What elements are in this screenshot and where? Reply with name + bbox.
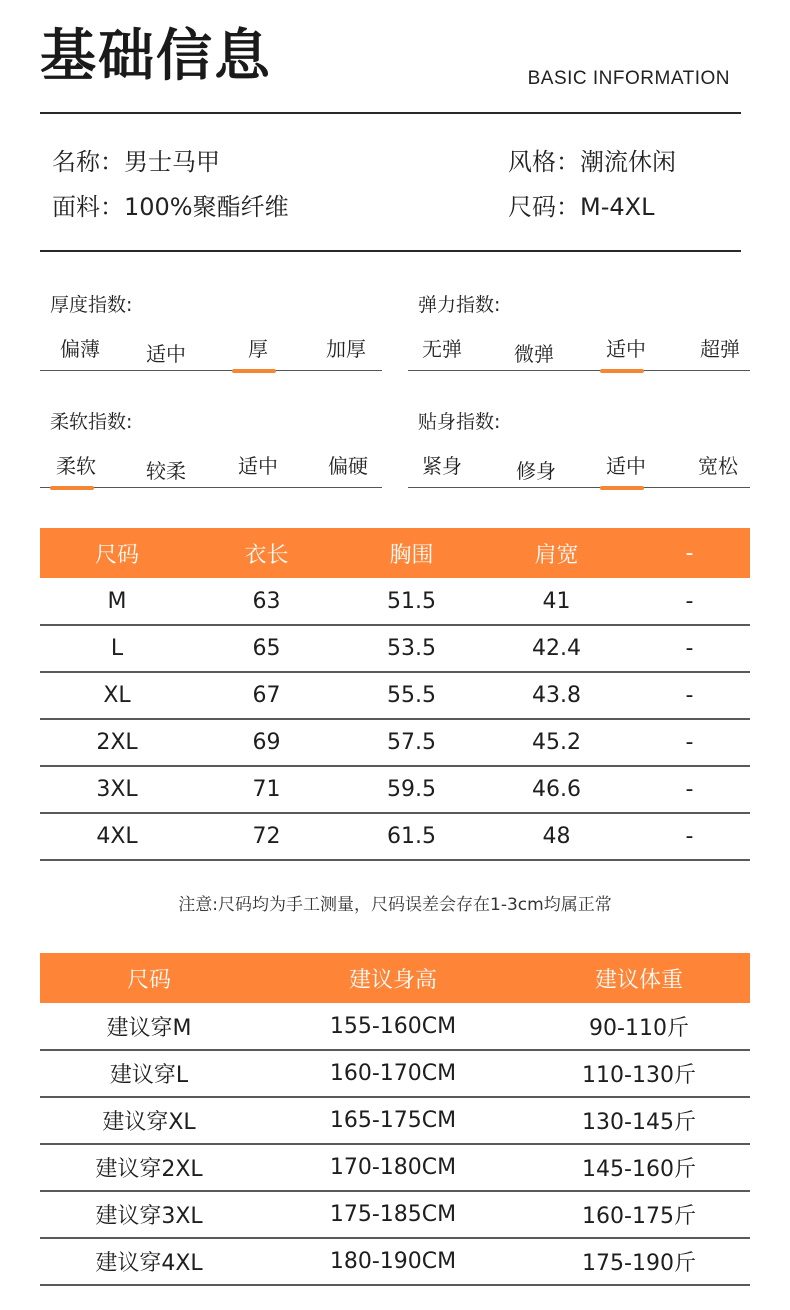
rating-option: 无弹 xyxy=(422,337,462,361)
table-cell: 110-130斤 xyxy=(528,1050,750,1097)
column-header: 衣长 xyxy=(194,528,339,578)
thickness-rating-title: 厚度指数: xyxy=(50,294,133,316)
table-cell: 建议穿M xyxy=(40,1003,258,1050)
page-title: 基础信息 xyxy=(40,24,272,89)
fit-rating xyxy=(408,407,750,517)
table-cell: M xyxy=(40,578,194,625)
table-cell: 建议穿XL xyxy=(40,1097,258,1144)
column-header: - xyxy=(629,528,750,578)
table-cell: 155-160CM xyxy=(258,1003,528,1050)
table-cell: - xyxy=(629,578,750,625)
table-cell: - xyxy=(629,813,750,860)
table-cell: - xyxy=(629,766,750,813)
column-header: 建议体重 xyxy=(528,953,750,1003)
table-row xyxy=(40,672,750,719)
column-header: 尺码 xyxy=(40,528,194,578)
table-row xyxy=(40,719,750,766)
column-header: 肩宽 xyxy=(484,528,629,578)
page-subtitle: BASIC INFORMATION xyxy=(527,68,730,89)
table-cell: 61.5 xyxy=(339,813,484,860)
table-row xyxy=(40,1097,750,1144)
table-cell: 160-170CM xyxy=(258,1050,528,1097)
table-row xyxy=(40,813,750,860)
table-cell: - xyxy=(629,719,750,766)
recommend-table-header xyxy=(40,953,750,1003)
table-row xyxy=(40,1050,750,1097)
table-cell: L xyxy=(40,625,194,672)
table-cell: 71 xyxy=(194,766,339,813)
table-cell: 42.4 xyxy=(484,625,629,672)
table-cell: 145-160斤 xyxy=(528,1144,750,1191)
table-cell: 65 xyxy=(194,625,339,672)
info-style xyxy=(508,146,676,178)
table-cell: 建议穿L xyxy=(40,1050,258,1097)
table-cell: 4XL xyxy=(40,813,194,860)
table-cell: 180-190CM xyxy=(258,1238,528,1285)
column-header: 建议身高 xyxy=(258,953,528,1003)
table-cell: 建议穿4XL xyxy=(40,1238,258,1285)
table-cell: XL xyxy=(40,672,194,719)
table-cell: 90-110斤 xyxy=(528,1003,750,1050)
table-row xyxy=(40,625,750,672)
info-fabric-value: 100%聚酯纤维 xyxy=(124,193,289,221)
rating-option: 偏薄 xyxy=(60,337,100,361)
table-cell: 67 xyxy=(194,672,339,719)
table-cell: 46.6 xyxy=(484,766,629,813)
table-cell: 69 xyxy=(194,719,339,766)
table-cell: 53.5 xyxy=(339,625,484,672)
recommend-table xyxy=(40,953,750,1286)
table-row xyxy=(40,766,750,813)
table-cell: 63 xyxy=(194,578,339,625)
table-cell: 59.5 xyxy=(339,766,484,813)
rating-option-selected: 厚 xyxy=(218,335,298,363)
table-row xyxy=(40,1238,750,1285)
rating-option: 紧身 xyxy=(422,454,462,478)
rating-option: 较柔 xyxy=(146,459,186,483)
info-style-value: 潮流休闲 xyxy=(580,148,676,176)
rating-option: 加厚 xyxy=(326,337,366,361)
thickness-rating-options xyxy=(40,335,382,371)
table-cell: 165-175CM xyxy=(258,1097,528,1144)
info-fabric-label: 面料： xyxy=(52,193,124,221)
table-cell: 57.5 xyxy=(339,719,484,766)
elasticity-rating-options xyxy=(408,335,750,371)
elasticity-rating-title: 弹力指数: xyxy=(418,294,501,316)
rating-option: 偏硬 xyxy=(328,454,368,478)
softness-rating xyxy=(40,407,382,517)
info-name xyxy=(52,146,220,178)
table-row xyxy=(40,1191,750,1238)
table-cell: 170-180CM xyxy=(258,1144,528,1191)
table-cell: 建议穿2XL xyxy=(40,1144,258,1191)
table-cell: 55.5 xyxy=(339,672,484,719)
rating-option: 修身 xyxy=(516,459,556,483)
fit-rating-title: 贴身指数: xyxy=(418,411,501,433)
table-cell: 72 xyxy=(194,813,339,860)
info-size xyxy=(508,191,654,223)
rating-option: 宽松 xyxy=(698,454,738,478)
softness-rating-title: 柔软指数: xyxy=(50,411,133,433)
column-header: 胸围 xyxy=(339,528,484,578)
info-name-value: 男士马甲 xyxy=(124,148,220,176)
fit-rating-options xyxy=(408,452,750,488)
table-cell: 45.2 xyxy=(484,719,629,766)
table-cell: 51.5 xyxy=(339,578,484,625)
rating-option: 适中 xyxy=(238,454,278,478)
table-cell: 2XL xyxy=(40,719,194,766)
table-cell: - xyxy=(629,672,750,719)
table-cell: 130-145斤 xyxy=(528,1097,750,1144)
table-cell: - xyxy=(629,625,750,672)
rating-option-selected: 柔软 xyxy=(36,452,116,480)
table-cell: 3XL xyxy=(40,766,194,813)
info-size-value: M-4XL xyxy=(580,193,655,221)
rating-option: 微弹 xyxy=(514,342,554,366)
table-cell: 175-185CM xyxy=(258,1191,528,1238)
info-size-label: 尺码： xyxy=(508,193,580,221)
elasticity-rating xyxy=(408,290,750,400)
table-row xyxy=(40,1003,750,1050)
size-table xyxy=(40,528,750,861)
thickness-rating xyxy=(40,290,382,400)
rating-option: 超弹 xyxy=(700,337,740,361)
table-row xyxy=(40,578,750,625)
table-row xyxy=(40,1144,750,1191)
table-cell: 175-190斤 xyxy=(528,1238,750,1285)
info-fabric xyxy=(52,191,289,223)
info-name-label: 名称： xyxy=(52,148,124,176)
table-cell: 160-175斤 xyxy=(528,1191,750,1238)
rating-option: 适中 xyxy=(146,342,186,366)
size-table-header xyxy=(40,528,750,578)
softness-rating-options xyxy=(40,452,382,488)
rating-option-selected: 适中 xyxy=(586,452,666,480)
table-cell: 48 xyxy=(484,813,629,860)
rating-option-selected: 适中 xyxy=(586,335,666,363)
info-style-label: 风格： xyxy=(508,148,580,176)
measurement-note: 注意:尺码均为手工测量，尺码误差会存在1-3cm均属正常 xyxy=(178,895,612,915)
divider-middle xyxy=(40,250,741,252)
table-cell: 43.8 xyxy=(484,672,629,719)
table-cell: 建议穿3XL xyxy=(40,1191,258,1238)
table-cell: 41 xyxy=(484,578,629,625)
column-header: 尺码 xyxy=(40,953,258,1003)
divider-top xyxy=(40,112,741,114)
